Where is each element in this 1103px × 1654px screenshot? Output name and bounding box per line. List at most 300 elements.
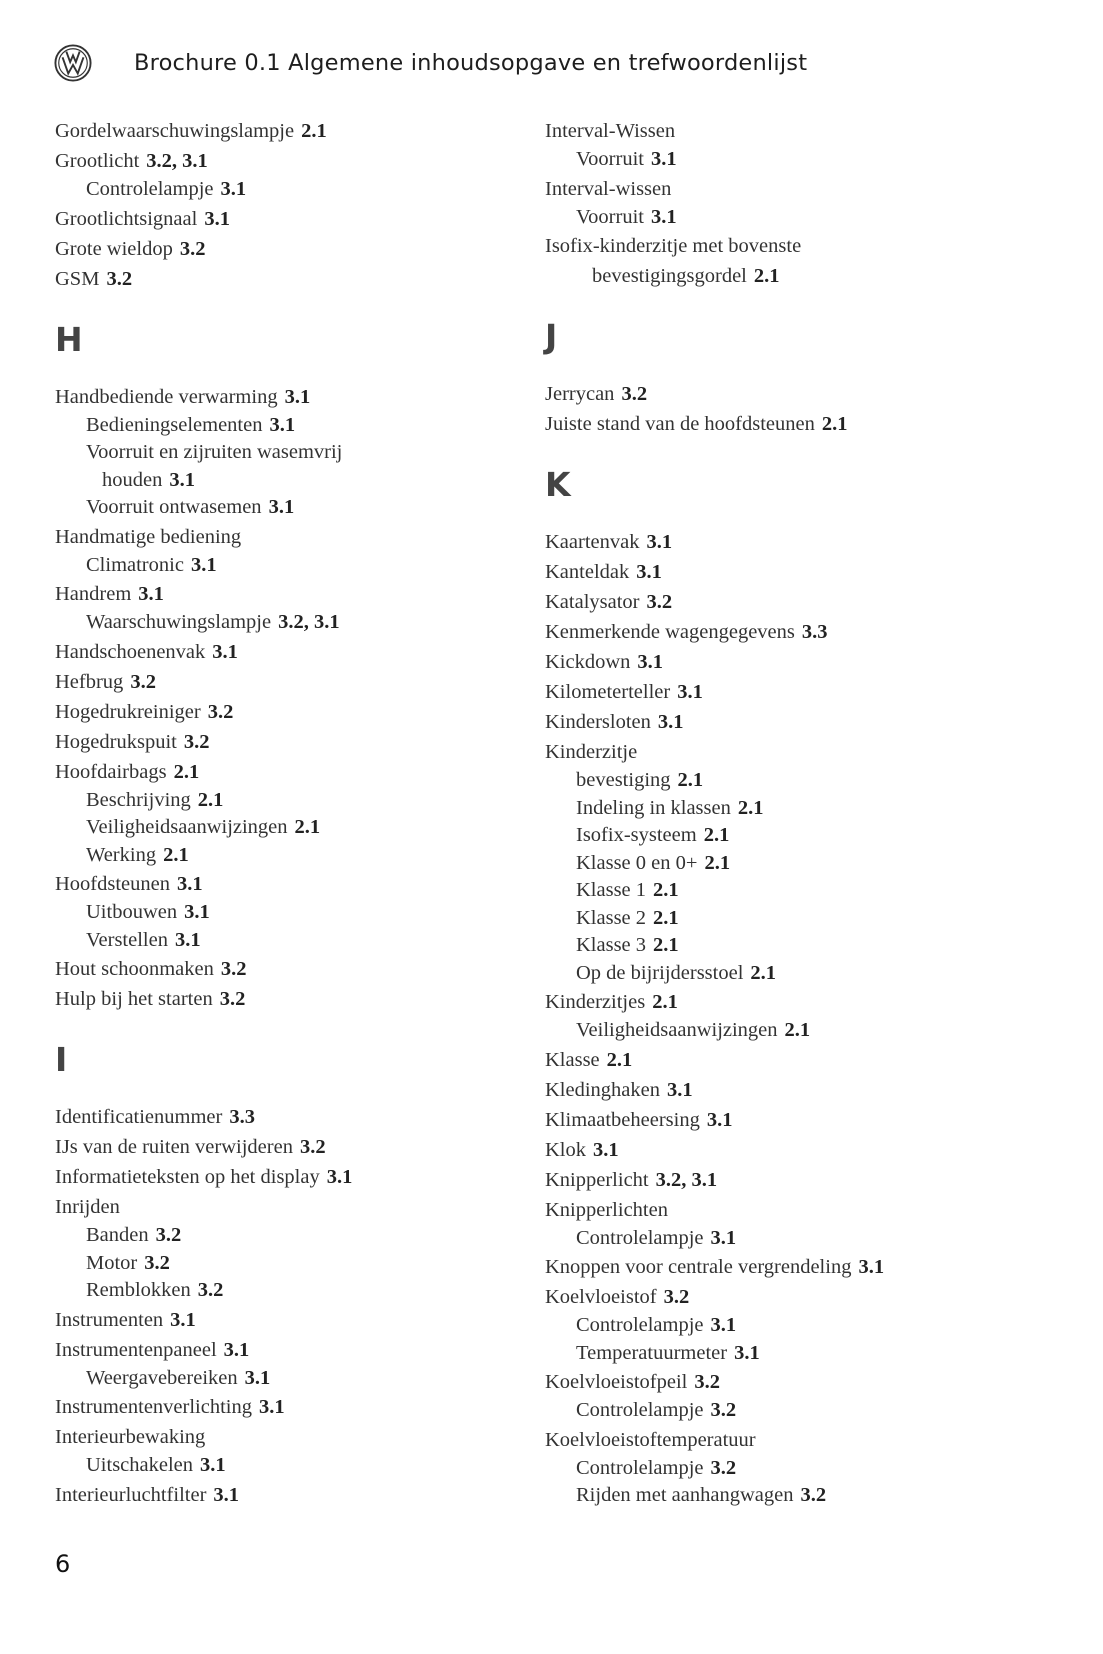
entry-term xyxy=(86,844,189,866)
entry-reference: 3.2, 3.1 xyxy=(146,150,208,172)
entry-term-text: Koelvloeistoftemperatuur xyxy=(545,1428,756,1451)
entry-reference: 3.2 xyxy=(299,1136,326,1158)
page-title: Brochure 0.1 Algemene inhoudsopgave en trefwoordenlijst xyxy=(134,50,808,76)
entry-reference: 3.1 xyxy=(200,1454,226,1476)
entry-term-text: Kanteldak xyxy=(545,561,630,583)
entry-term xyxy=(55,208,230,230)
index-subentry xyxy=(55,176,515,204)
entry-term xyxy=(545,561,662,583)
entry-term-text: Klok xyxy=(545,1138,586,1161)
index-entry xyxy=(55,954,515,984)
entry-term xyxy=(545,711,684,733)
entry-reference: 3.1 xyxy=(657,711,684,733)
entry-term xyxy=(86,414,295,436)
entry-term xyxy=(86,789,223,811)
entry-term xyxy=(545,178,671,200)
entry-term xyxy=(576,1399,736,1421)
entry-term xyxy=(576,797,764,819)
entry-term xyxy=(86,901,210,923)
entry-term xyxy=(576,1457,736,1479)
entry-term-text: Hout schoonmaken xyxy=(55,958,214,980)
entry-term-text: Werking xyxy=(86,843,157,866)
index-subentry xyxy=(545,795,1065,823)
entry-reference: 3.1 xyxy=(734,1341,760,1364)
index-subentry xyxy=(55,1452,515,1480)
entry-reference: 3.2, 3.1 xyxy=(278,611,340,633)
entry-term-text: Isofix-systeem xyxy=(576,824,697,846)
entry-reference: 3.1 xyxy=(710,1226,737,1249)
entry-term xyxy=(545,681,703,703)
entry-term-text: Klasse 2 xyxy=(576,906,647,929)
entry-reference: 3.2 xyxy=(144,1251,170,1274)
index-entry xyxy=(545,1135,1065,1165)
entry-reference: 3.1 xyxy=(169,468,195,491)
entry-term-text: Hulp bij het starten xyxy=(55,988,213,1010)
index-subentry xyxy=(545,204,1065,232)
entry-reference: 3.3 xyxy=(801,621,828,643)
entry-term-text: Identificatienummer xyxy=(55,1106,223,1128)
index-entry xyxy=(545,1195,1065,1225)
index-entry xyxy=(55,1132,515,1162)
entry-reference: 3.1 xyxy=(710,1314,737,1336)
entry-term xyxy=(576,1019,810,1041)
entry-term xyxy=(55,1426,205,1448)
entry-reference: 3.1 xyxy=(244,1366,271,1389)
entry-term-text: Jerrycan xyxy=(545,383,615,405)
entry-term-text: Knipperlichten xyxy=(545,1198,668,1221)
entry-reference: 3.2 xyxy=(710,1456,737,1479)
entry-term xyxy=(55,583,164,605)
entry-term-text: Climatronic xyxy=(86,553,184,576)
entry-reference: 3.2 xyxy=(663,1286,690,1308)
index-subentry xyxy=(55,609,515,637)
entry-reference: 3.2 xyxy=(219,988,246,1010)
entry-term-text: Op de bijrijdersstoel xyxy=(576,961,744,984)
index-entry xyxy=(55,757,515,787)
entry-term xyxy=(86,554,217,576)
index-column-right xyxy=(545,116,1065,1510)
index-entry xyxy=(55,264,515,294)
entry-reference: 2.1 xyxy=(821,413,848,435)
entry-reference: 3.1 xyxy=(220,178,247,200)
entry-term-text: Kaartenvak xyxy=(545,531,640,553)
index-entry xyxy=(55,522,515,552)
entry-reference: 3.1 xyxy=(858,1256,885,1278)
entry-term: Isofix-kinderzitje met bovenste xyxy=(545,235,802,257)
entry-reference: 3.1 xyxy=(650,148,677,170)
entry-term-text: Grote wieldop xyxy=(55,237,173,260)
entry-reference: 2.1 xyxy=(703,824,730,846)
entry-term xyxy=(55,1106,255,1128)
entry-term xyxy=(55,958,246,980)
entry-term-text: GSM xyxy=(55,267,100,290)
index-entry xyxy=(545,1105,1065,1135)
index-column-left xyxy=(55,116,515,1510)
entry-term xyxy=(545,1256,884,1278)
entry-term xyxy=(545,1049,632,1071)
entry-reference: 3.2 xyxy=(646,591,673,613)
entry-reference: 3.2 xyxy=(179,237,206,260)
section-letter: H xyxy=(55,319,83,359)
entry-term xyxy=(545,591,672,613)
section-letter: I xyxy=(55,1040,68,1079)
entry-term xyxy=(86,929,201,951)
entry-term-text: Klasse xyxy=(545,1048,600,1071)
entry-reference: 2.1 xyxy=(653,934,679,956)
index-entry xyxy=(55,146,515,176)
entry-reference: 2.1 xyxy=(653,906,679,929)
index-entry xyxy=(545,587,1065,617)
entry-reference: 2.1 xyxy=(606,1048,633,1071)
index-entry xyxy=(55,579,515,609)
entry-term-text: Klimaatbeheersing xyxy=(545,1108,700,1131)
entry-reference: 3.2 xyxy=(183,730,210,753)
index-subentry xyxy=(55,814,515,842)
entry-term-text: Hoofdsteunen xyxy=(55,873,171,895)
entry-term xyxy=(86,496,294,518)
entry-reference: 3.1 xyxy=(636,561,662,583)
entry-reference: 2.1 xyxy=(163,843,189,866)
entry-term-text: Indeling in klassen xyxy=(576,796,731,819)
entry-term xyxy=(545,531,672,553)
section-letter: K xyxy=(545,465,571,504)
entry-reference: 3.2 xyxy=(710,1399,737,1421)
entry-reference: 2.1 xyxy=(784,1019,811,1041)
entry-term-text: Controlelampje xyxy=(86,178,214,200)
entry-term xyxy=(545,991,678,1013)
entry-reference: 3.1 xyxy=(190,553,217,576)
entry-term-text: Kinderzitjes xyxy=(545,991,646,1013)
index-entry xyxy=(55,1192,515,1222)
entry-term xyxy=(55,1396,285,1418)
entry-reference: 2.1 xyxy=(753,265,780,287)
entry-reference: 3.1 xyxy=(177,873,203,895)
entry-term xyxy=(86,1279,223,1301)
entry-term-text: Remblokken xyxy=(86,1279,191,1301)
entry-term-text: Voorruit xyxy=(576,148,644,170)
entry-term xyxy=(545,261,1065,291)
index-entry xyxy=(545,707,1065,737)
entry-term xyxy=(576,852,730,874)
index-entry xyxy=(55,697,515,727)
entry-term-text: Klasse 3 xyxy=(576,934,647,956)
entry-term-text: Verstellen xyxy=(86,928,168,951)
entry-term xyxy=(55,268,132,290)
entry-term xyxy=(86,611,340,633)
index-subentry xyxy=(55,494,515,522)
entry-reference: 3.1 xyxy=(212,640,238,663)
index-entry xyxy=(545,1367,1065,1397)
entry-term-text: Klasse 1 xyxy=(576,879,647,901)
entry-term xyxy=(55,120,327,142)
entry-term xyxy=(86,467,515,495)
entry-term xyxy=(545,1169,717,1191)
entry-term xyxy=(576,1484,826,1506)
entry-term xyxy=(545,741,637,763)
entry-term xyxy=(55,1484,239,1506)
entry-term xyxy=(55,641,238,663)
entry-term-text: bevestigingsgordel xyxy=(592,265,747,287)
entry-term xyxy=(576,1342,760,1364)
entry-reference: 3.1 xyxy=(637,651,664,673)
entry-term-text: Uitbouwen xyxy=(86,901,178,923)
entry-reference: 3.1 xyxy=(138,583,164,605)
index-subentry xyxy=(55,842,515,870)
entry-term xyxy=(55,1166,352,1188)
entry-term xyxy=(55,671,156,693)
entry-term xyxy=(86,1252,170,1274)
entry-reference: 2.1 xyxy=(750,961,777,984)
entry-reference: 3.1 xyxy=(170,1308,196,1331)
entry-term xyxy=(545,1079,693,1101)
entry-reference: 3.1 xyxy=(706,1108,733,1131)
entry-term-text: Temperatuurmeter xyxy=(576,1341,728,1364)
entry-term-text: Hogedrukspuit xyxy=(55,730,177,753)
entry-term-text: bevestiging xyxy=(576,769,671,791)
entry-reference: 3.2 xyxy=(106,267,133,290)
entry-reference: 3.3 xyxy=(229,1106,255,1128)
entry-term-text: Instrumenten xyxy=(55,1308,164,1331)
entry-term xyxy=(576,206,677,228)
entry-term-text: Interieurbewaking xyxy=(55,1426,206,1448)
entry-term xyxy=(55,386,310,408)
index-subentry xyxy=(545,1455,1065,1483)
index-entry xyxy=(55,727,515,757)
entry-term-text: Koelvloeistofpeil xyxy=(545,1371,688,1393)
index-subentry xyxy=(545,1397,1065,1425)
entry-reference: 3.1 xyxy=(268,496,295,518)
entry-reference: 3.1 xyxy=(677,681,703,703)
page-number: 6 xyxy=(55,1550,71,1578)
index-entry xyxy=(545,174,1065,204)
index-subentry xyxy=(55,1277,515,1305)
entry-term xyxy=(545,383,647,405)
index-entry xyxy=(55,667,515,697)
entry-reference: 3.1 xyxy=(284,385,311,408)
entry-reference: 2.1 xyxy=(737,796,764,819)
entry-term xyxy=(545,1109,732,1131)
index-entry xyxy=(545,1165,1065,1195)
entry-term xyxy=(86,1454,226,1476)
entry-term xyxy=(545,413,848,435)
entry-reference: 3.2, 3.1 xyxy=(655,1168,718,1191)
entry-term xyxy=(55,526,241,548)
entry-term-text: Gordelwaarschuwingslampje xyxy=(55,120,295,142)
entry-reference: 3.1 xyxy=(269,413,296,436)
index-entry xyxy=(55,204,515,234)
index-subentry xyxy=(55,899,515,927)
entry-term xyxy=(55,1339,249,1361)
entry-reference: 2.1 xyxy=(652,991,678,1013)
section-letter: J xyxy=(545,317,558,356)
entry-term xyxy=(576,1227,736,1249)
entry-reference: 3.2 xyxy=(207,700,234,723)
entry-term xyxy=(545,1139,619,1161)
index-subentry xyxy=(55,1365,515,1393)
index-subentry xyxy=(545,960,1065,988)
entry-term-text: Voorruit xyxy=(576,205,644,228)
entry-term-text: Veiligheidsaanwijzingen xyxy=(86,816,288,838)
entry-term-text: Uitschakelen xyxy=(86,1454,194,1476)
entry-term-text: Instrumentenpaneel xyxy=(55,1338,217,1361)
entry-term xyxy=(55,238,205,260)
entry-term xyxy=(545,651,663,673)
index-subentry xyxy=(545,877,1065,905)
index-subentry xyxy=(545,1340,1065,1368)
entry-term-text: Handbediende verwarming xyxy=(55,385,278,408)
index-entry xyxy=(545,987,1065,1017)
entry-reference: 2.1 xyxy=(173,760,200,783)
entry-term-text: Controlelampje xyxy=(576,1456,704,1479)
index-subentry xyxy=(55,439,515,494)
entry-reference: 2.1 xyxy=(197,788,224,811)
entry-reference: 3.2 xyxy=(220,958,247,980)
entry-term xyxy=(545,120,675,142)
index-subentry xyxy=(545,850,1065,878)
index-entry xyxy=(545,557,1065,587)
index-entry xyxy=(545,409,1065,439)
index-subentry xyxy=(545,905,1065,933)
index-entry xyxy=(55,984,515,1014)
index-subentry xyxy=(55,412,515,440)
entry-term-text: Handschoenenvak xyxy=(55,640,206,663)
entry-term-text: Kenmerkende wagengegevens xyxy=(545,621,795,643)
index-subentry xyxy=(545,146,1065,174)
index-subentry xyxy=(55,552,515,580)
entry-term-text: Veiligheidsaanwijzingen xyxy=(576,1019,778,1041)
entry-reference: 3.1 xyxy=(223,1338,250,1361)
index-subentry xyxy=(545,767,1065,795)
entry-term-text: Beschrijving xyxy=(86,788,191,811)
index-entry xyxy=(55,1392,515,1422)
index-entry xyxy=(545,231,1065,291)
entry-term-text: Waarschuwingslampje xyxy=(86,611,272,633)
index-entry xyxy=(545,1252,1065,1282)
entry-term xyxy=(86,1224,181,1246)
entry-term-text: Controlelampje xyxy=(576,1226,704,1249)
entry-term-text: Interval-wissen xyxy=(545,177,672,200)
entry-reference: 3.2 xyxy=(155,1224,182,1246)
index-subentry xyxy=(545,1225,1065,1253)
index-entry xyxy=(55,869,515,899)
entry-reference: 3.1 xyxy=(213,1483,240,1506)
index-entry xyxy=(545,677,1065,707)
entry-term-text: Juiste stand van de hoofdsteunen xyxy=(545,413,815,435)
entry-term xyxy=(55,873,203,895)
entry-term xyxy=(545,621,828,643)
index-entry xyxy=(55,116,515,146)
index-entry xyxy=(545,116,1065,146)
entry-reference: 3.1 xyxy=(593,1138,619,1161)
entry-term-text: Koelvloeistof xyxy=(545,1286,657,1308)
entry-term-text: Interval-Wissen xyxy=(545,120,676,142)
entry-term-text: Handrem xyxy=(55,583,132,605)
entry-term: Voorruit en zijruiten wasemvrij xyxy=(86,441,343,463)
entry-reference: 3.1 xyxy=(204,207,230,230)
entry-term xyxy=(55,761,199,783)
entry-reference: 3.1 xyxy=(258,1396,285,1418)
entry-term-text: Grootlicht xyxy=(55,150,140,172)
entry-term xyxy=(55,1309,196,1331)
entry-reference: 3.2 xyxy=(621,383,648,405)
index-entry xyxy=(545,379,1065,409)
page-header xyxy=(54,44,807,82)
entry-term-text: Hoofdairbags xyxy=(55,760,167,783)
entry-reference: 3.1 xyxy=(667,1078,693,1101)
index-entry xyxy=(55,234,515,264)
entry-term xyxy=(55,731,209,753)
index-subentry xyxy=(55,927,515,955)
index-subentry xyxy=(545,932,1065,960)
entry-reference: 3.2 xyxy=(197,1279,224,1301)
index-entry xyxy=(545,737,1065,767)
entry-term-text: Grootlichtsignaal xyxy=(55,207,198,230)
entry-term-text: Kilometerteller xyxy=(545,681,671,703)
entry-reference: 2.1 xyxy=(294,816,321,838)
entry-term-text: Kinderzitje xyxy=(545,741,638,763)
entry-term xyxy=(576,934,679,956)
index-entry xyxy=(55,637,515,667)
entry-term xyxy=(545,1199,668,1221)
entry-term xyxy=(55,988,245,1010)
entry-term xyxy=(55,1196,120,1218)
index-entry xyxy=(55,1480,515,1510)
entry-term xyxy=(545,1371,720,1393)
index-entry xyxy=(55,1422,515,1452)
index-entry xyxy=(55,382,515,412)
entry-term xyxy=(576,769,703,791)
entry-term-text: Handmatige bediening xyxy=(55,525,242,548)
entry-reference: 2.1 xyxy=(704,851,731,874)
index-entry xyxy=(545,1075,1065,1105)
entry-reference: 3.1 xyxy=(646,531,673,553)
entry-reference: 2.1 xyxy=(301,120,327,142)
entry-term-text: Bedieningselementen xyxy=(86,413,263,436)
index-entry xyxy=(545,1282,1065,1312)
entry-term xyxy=(576,1314,736,1336)
entry-term xyxy=(86,178,246,200)
entry-term-text: Kledinghaken xyxy=(545,1078,660,1101)
entry-term-text: Kindersloten xyxy=(545,711,651,733)
entry-term-text: Knoppen voor centrale vergrendeling xyxy=(545,1256,852,1278)
index-subentry xyxy=(545,1312,1065,1340)
entry-reference: 3.1 xyxy=(326,1166,353,1188)
entry-term xyxy=(576,879,679,901)
entry-term-text: Knipperlicht xyxy=(545,1168,649,1191)
index-subentry xyxy=(545,822,1065,850)
vw-logo-icon xyxy=(54,44,92,82)
entry-term xyxy=(86,816,320,838)
entry-reference: 3.1 xyxy=(184,901,210,923)
entry-term-text: IJs van de ruiten verwijderen xyxy=(55,1136,293,1158)
entry-term-text: Inrijden xyxy=(55,1196,120,1218)
entry-term-text: Banden xyxy=(86,1224,149,1246)
entry-term xyxy=(576,824,729,846)
entry-term xyxy=(545,1286,689,1308)
index-subentry xyxy=(545,1482,1065,1510)
entry-term-text: Katalysator xyxy=(545,591,640,613)
index-entry xyxy=(545,1045,1065,1075)
index-subentry xyxy=(55,1222,515,1250)
entry-term-text: Voorruit ontwasemen xyxy=(86,496,262,518)
index-entry xyxy=(545,647,1065,677)
entry-reference: 3.1 xyxy=(650,205,677,228)
index-entry xyxy=(55,1162,515,1192)
entry-term xyxy=(55,150,208,172)
entry-reference: 3.2 xyxy=(800,1484,827,1506)
entry-reference: 2.1 xyxy=(677,769,704,791)
entry-term xyxy=(576,148,677,170)
